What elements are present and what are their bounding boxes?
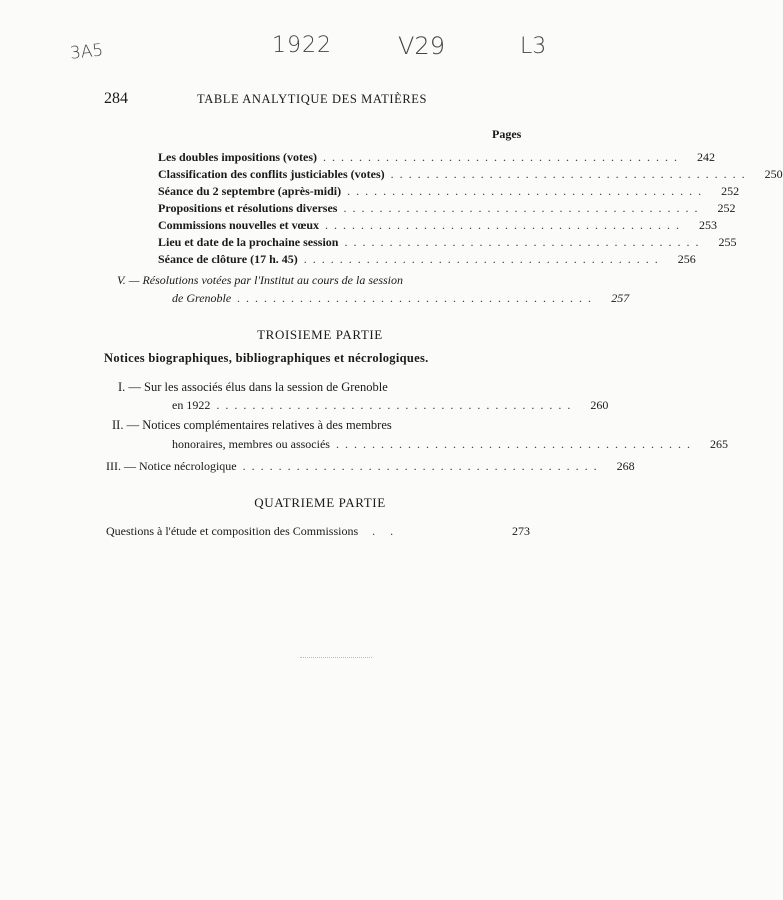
toc-entry-page: 252 [721,184,740,198]
part-title: QUATRIEME PARTIE [254,495,386,510]
page-number: 284 [104,90,128,107]
toc-entry-text: de Grenoble [172,291,232,305]
leader-dots: ........................................ [303,252,664,266]
toc-entry-text: Les doubles impositions (votes) [158,150,318,164]
part-subtitle: Notices biographiques, bibliographiques et nécrologiques. [104,351,429,365]
leader-dots: ........................................ [344,235,705,249]
toc-entry [158,201,736,216]
toc-entry-text: Questions à l'étude et composition des Commissions [106,524,359,538]
toc-entry-page: 256 [677,252,696,266]
toc-entry-page: 252 [717,201,736,215]
toc-entry [172,437,728,452]
toc-entry-text: Classification des conflits justiciables (votes) [158,167,385,181]
print-smudge [300,657,372,659]
toc-entry-page: 268 [616,459,635,473]
section-v-line1: V. — Résolutions votées par l'Institut au cours de la session [117,273,404,287]
leader-dots: ........................................ [390,167,751,181]
toc-entry [158,167,783,182]
toc-entry-text: Séance de clôture (17 h. 45) [158,252,298,266]
toc-entry [158,235,737,250]
toc-entry-text: Séance du 2 septembre (après-midi) [158,184,342,198]
toc-entry-page: 255 [718,235,737,249]
toc-entry-page: 273 [512,524,530,538]
pages-column-header: Pages [492,127,522,141]
handwritten-note: 1922 [272,33,332,58]
toc-entry-text: Lieu et date de la prochaine session [158,235,339,249]
toc-entry-text: Propositions et résolutions diverses [158,201,338,215]
toc-entry [158,218,718,233]
toc-entry-text: Commissions nouvelles et vœux [158,218,320,232]
handwritten-note: 3A5 [69,40,105,64]
toc-entry-page: 242 [697,150,716,164]
toc-entry-page: 265 [709,437,728,451]
toc-entry [158,184,740,199]
leader-dots: ........................................ [216,398,577,412]
toc-entry-text: I. — Sur les associés élus dans la session de Grenoble [118,380,388,394]
leader-dots: ........................................ [237,291,598,305]
toc-entry-page: 257 [611,291,630,305]
leader-dots: ........................................ [347,184,708,198]
toc-entry-page: 253 [699,218,718,232]
leader-dots: ........................................ [343,201,704,215]
toc-entry-text: honoraires, membres ou associés [172,437,330,451]
toc-entry-page: 260 [590,398,609,412]
part-title: TROISIEME PARTIE [257,327,383,342]
toc-entry-text: en 1922 [172,398,211,412]
toc-entry-page: 250 [764,167,783,181]
leader-dots: ........................................ [242,459,603,473]
toc-entry [158,150,716,165]
toc-entry-text: II. — Notices complémentaires relatives à des membres [112,418,392,432]
toc-entry [158,252,696,267]
leader-dots: ........................................ [325,218,686,232]
toc-entry [106,524,530,539]
leader-dots: ........................................ [335,437,696,451]
toc-entry [172,398,609,413]
running-title: TABLE ANALYTIQUE DES MATIÈRES [197,92,428,106]
leader-dots: ........................................ [323,150,684,164]
handwritten-note: V29 [398,32,445,60]
leader-dots: . . [372,524,400,538]
toc-entry-text: III. — Notice nécrologique [106,459,237,473]
toc-entry [106,459,635,474]
handwritten-note: L3 [520,34,547,59]
section-v-entry [172,291,630,306]
